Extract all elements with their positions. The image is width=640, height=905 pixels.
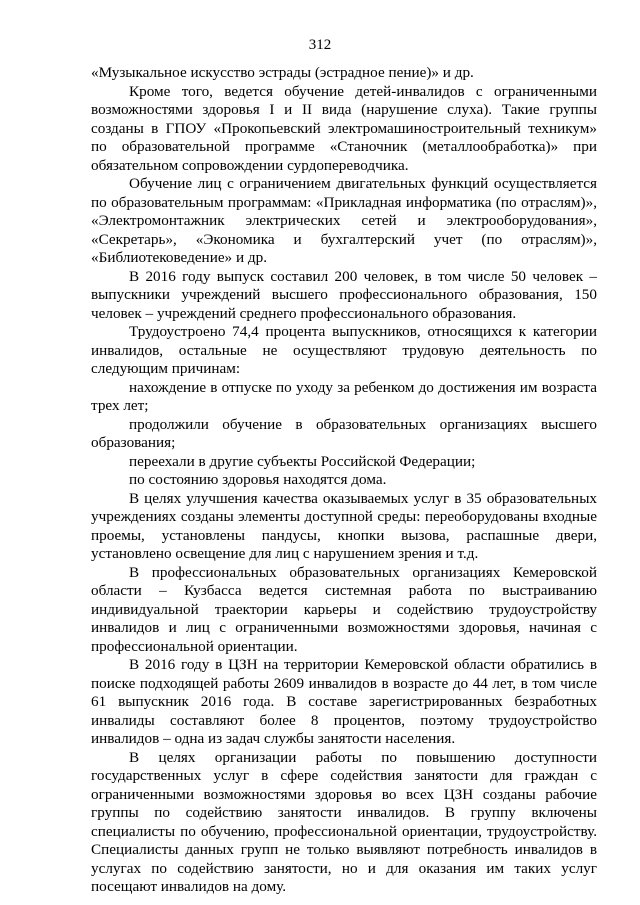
paragraph-5: Трудоустроено 74,4 процента выпускников, относящихся к категории инвалидов, остальные не осуществляют трудовую деятельность по следующим причинам: (91, 323, 597, 377)
paragraph-4: В 2016 году выпуск составил 200 человек, в том числе 50 человек – выпускники учреждений высшего профессионального образования, 150 человек – учреждений среднего профессионального образования. (91, 267, 597, 322)
paragraph-2: Кроме того, ведется обучение детей-инвалидов с ограниченными возможностями здоровья I и II вида (нарушение слуха). Такие группы созданы в ГПОУ «Прокопьевский электромашиностроительный техникум» по образовательной программе «Станочник (металлообработка)» при обязательном сопровождении сурдопереводчика. (91, 82, 597, 174)
paragraph-1: «Музыкальное искусство эстрады (эстрадное пение)» и др. (91, 64, 474, 81)
paragraph-3: Обучение лиц с ограничением двигательных функций осуществляется по образовательным программам: «Прикладная информатика (по отраслям)», «Электромонтажник электрических сетей и электрооборудования», «Секретарь», «Экономика и бухгалтерский учет (по отраслям)», «Библиотековедение» и др. (91, 175, 597, 266)
document-body (91, 64, 597, 897)
page-number: 312 (308, 37, 332, 53)
paragraph-7: В профессиональных образовательных организациях Кемеровской области – Кузбасса ведется системная работа по выстраиванию индивидуальной траектории карьеры и содействию трудоустройству инвалидов и лиц с ограниченными возможностями здоровья, начиная с профессиональной ориентации. (91, 563, 597, 655)
paragraph-9: В целях организации работы по повышению доступности государственных услуг в сфере содействия занятости для граждан с ограниченными возможностями здоровья во всех ЦЗН созданы рабочие группы по содействию занятости инвалидов. В группу включены специалисты по обучению, профессиональной ориентации, трудоустройству. Специалисты данных групп не только выявляют потребность инвалидов в услугах по содействию занятости, но и для оказания им таких услуг посещают инвалидов на дому. (91, 748, 597, 895)
list-item-4: по состоянию здоровья находятся дома. (129, 471, 387, 488)
list-item-1: нахождение в отпуске по уходу за ребенком до достижения им возраста трех лет; (91, 378, 597, 414)
paragraph-8: В 2016 году в ЦЗН на территории Кемеровской области обратились в поиске подходящей работы 2609 инвалидов в возрасте до 44 лет, в том числе 61 выпускник 2016 года. В составе зарегистрированных безработных инвалиды составляют более 8 процентов, поэтому трудоустройство инвалидов – одна из задач службы занятости населения. (91, 656, 597, 747)
list-item-3: переехали в другие субъекты Российской Федерации; (129, 452, 476, 470)
list-item-2: продолжили обучение в образовательных организациях высшего образования; (91, 415, 597, 451)
paragraph-6: В целях улучшения качества оказываемых услуг в 35 образовательных учреждениях созданы элементы доступной среды: переоборудованы входные проемы, установлены пандусы, кнопки вызова, распашные двери, установлено освещение для лиц с нарушением зрения и т.д. (91, 489, 597, 562)
